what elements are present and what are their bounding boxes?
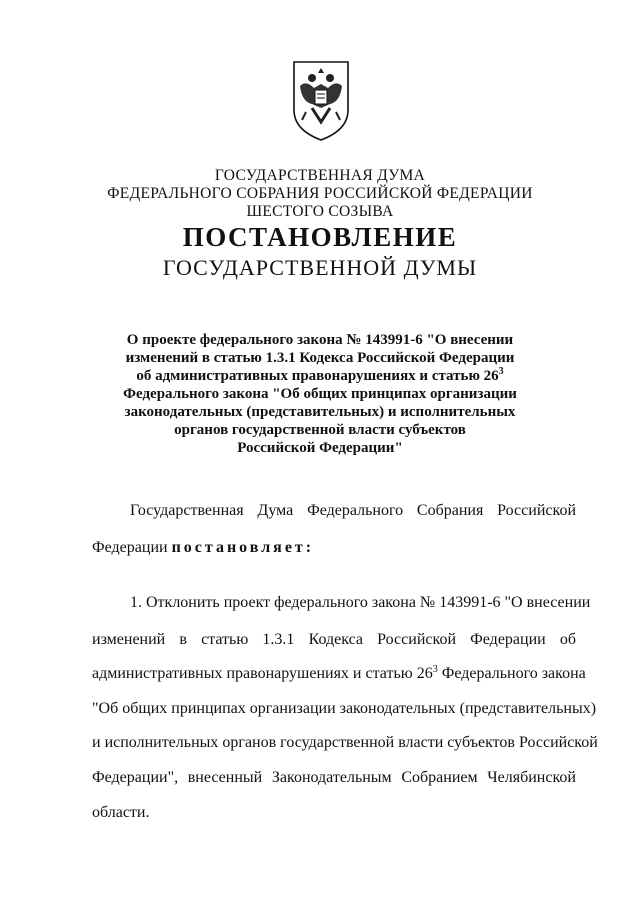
org-name-line1: ГОСУДАРСТВЕННАЯ ДУМА — [214, 167, 426, 184]
item-line: и исполнительных органов государственной власти субъектов Российской — [92, 734, 598, 751]
item-line: 1. Отклонить проект федерального закона № 143991-6 "О внесении — [130, 594, 591, 611]
preamble-line: Государственная Дума Федерального Собрания Российской — [130, 502, 576, 519]
preamble-line: Федерации постановляет: — [92, 539, 315, 556]
org-name-line2: ФЕДЕРАЛЬНОГО СОБРАНИЯ РОССИЙСКОЙ ФЕДЕРАЦИИ — [107, 185, 533, 202]
decree-word: постановляет: — [171, 539, 315, 556]
item-line: Федерации", внесенный Законодательным Собранием Челябинской — [92, 769, 576, 786]
item-line: "Об общих принципах организации законодательных (представительных) — [92, 700, 597, 717]
coat-of-arms-of-russia-icon — [290, 58, 352, 142]
subject-line: органов государственной власти субъектов — [174, 422, 466, 438]
item-line: изменений в статью 1.3.1 Кодекса Российской Федерации об — [92, 631, 576, 648]
convocation: ШЕСТОГО СОЗЫВА — [246, 203, 394, 220]
subject-line: законодательных (представительных) и исполнительных — [124, 404, 516, 420]
item-line: области. — [92, 804, 150, 821]
document-type-title: ПОСТАНОВЛЕНИЕ — [182, 222, 458, 252]
subject-line: Федерального закона "Об общих принципах организации — [123, 386, 517, 402]
subject-line: об административных правонарушениях и статью $26^3$ — [136, 366, 504, 384]
subject-line: изменений в статью 1.3.1 Кодекса Российской Федерации — [125, 350, 515, 366]
item-line: административных правонарушениях и статью $26^3$ Федерального закона — [92, 664, 586, 682]
resolution-subject — [100, 331, 540, 457]
subject-line: О проекте федерального закона № 143991-6 "О внесении — [126, 332, 514, 348]
subject-line: Российской Федерации" — [237, 440, 403, 456]
document-subtitle: ГОСУДАРСТВЕННОЙ ДУМЫ — [162, 255, 478, 280]
